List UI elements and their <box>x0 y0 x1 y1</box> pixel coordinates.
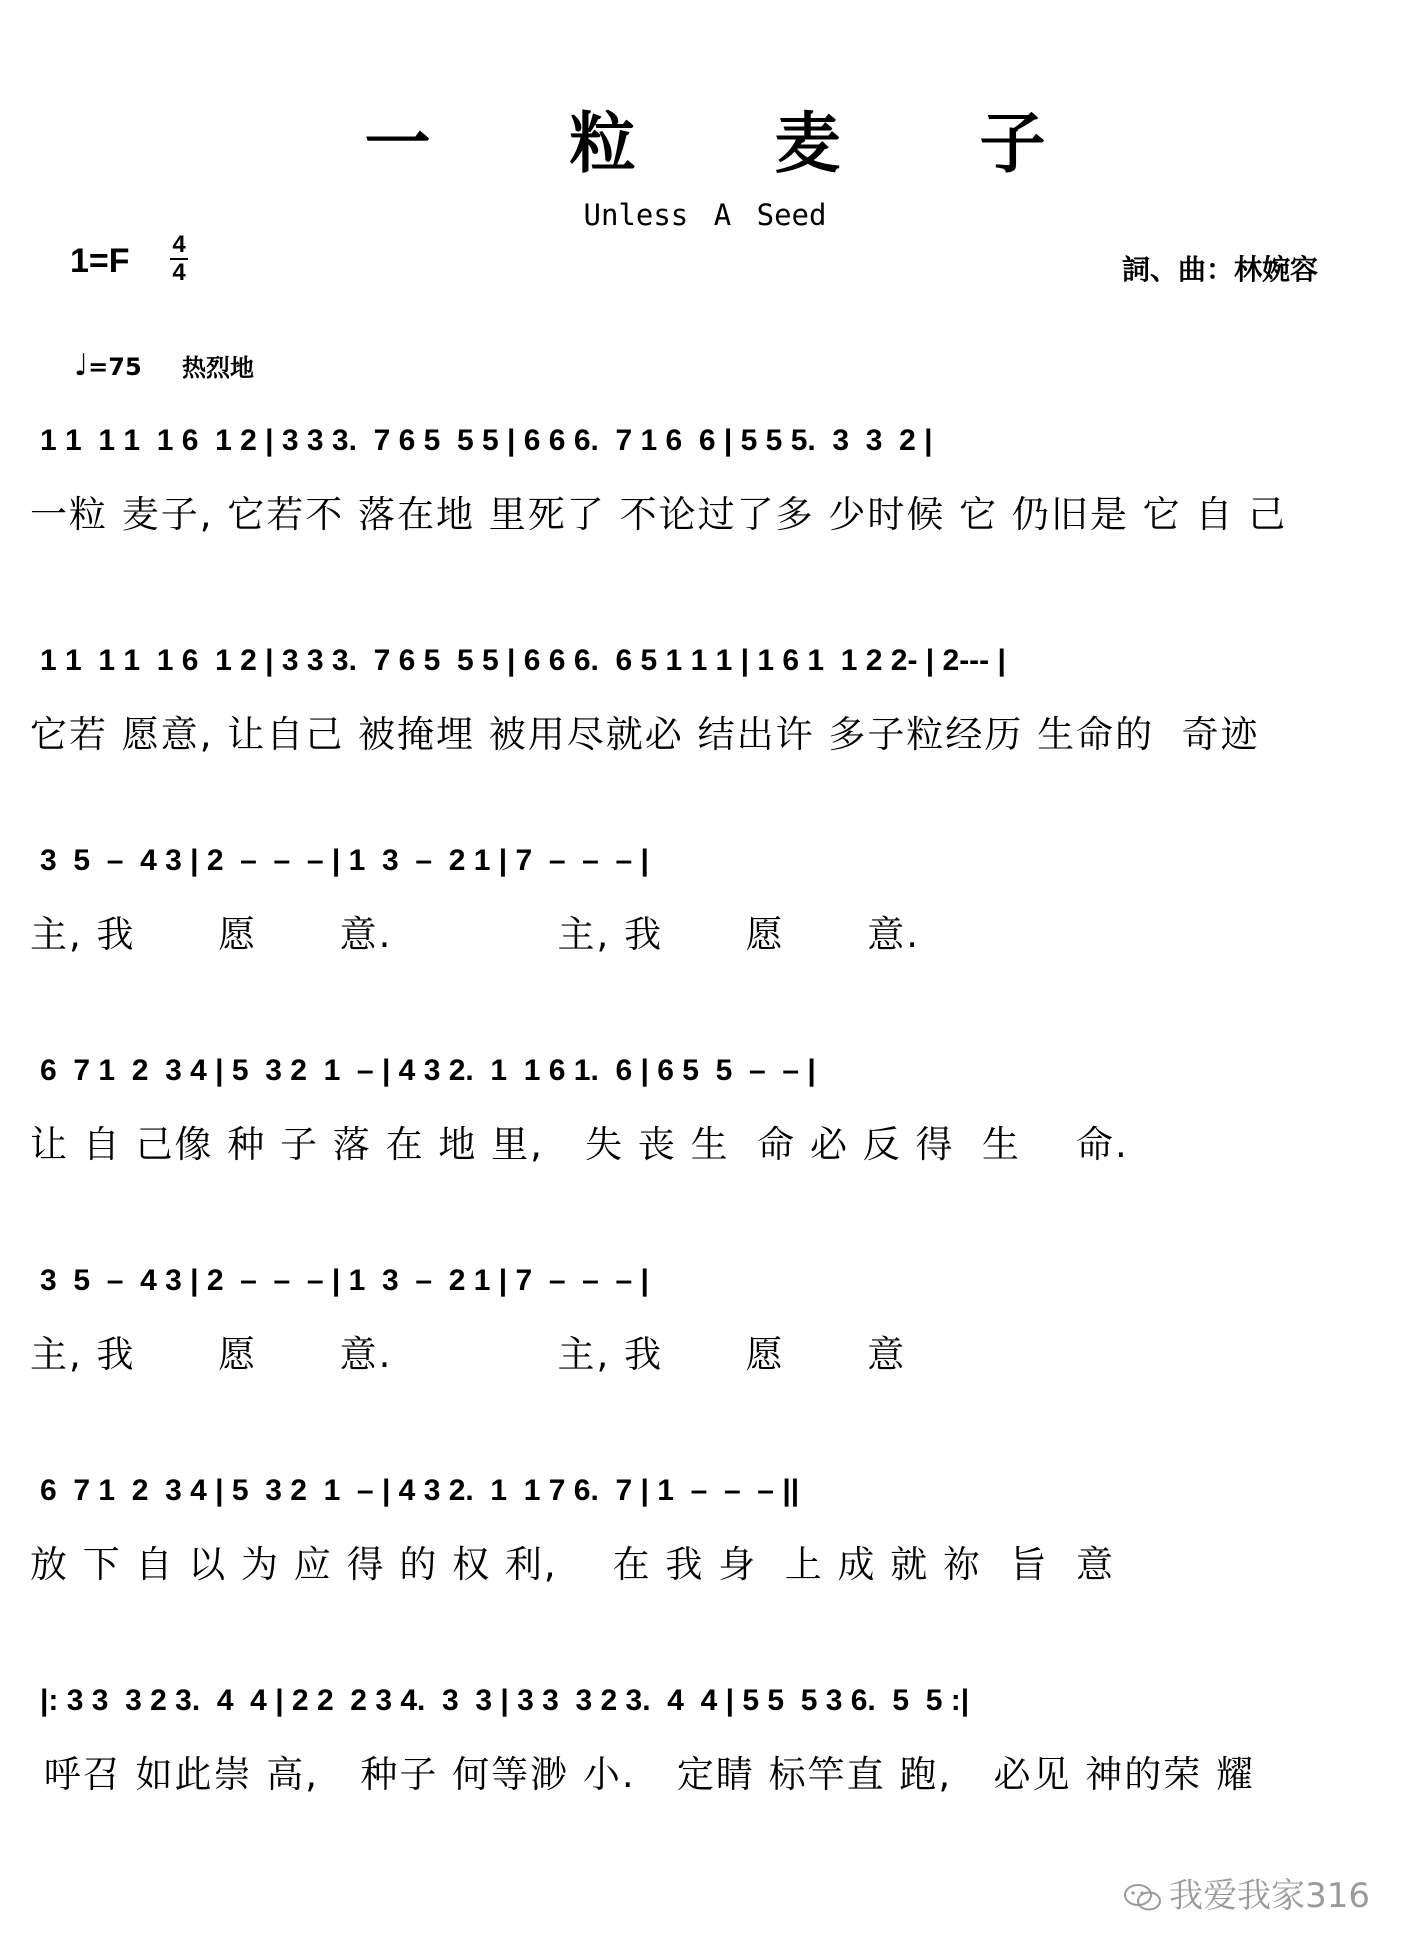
notation-svg <box>0 400 1410 472</box>
composer-credit: 詞、曲：林婉容 <box>1121 253 1318 286</box>
notation-svg <box>0 620 1410 692</box>
song-subtitle: Unless A Seed <box>583 198 827 232</box>
lyrics-line: 让 自 己像 种 子 落 在 地 里, 失 丧 生 命 必 反 得 生 命. <box>30 1123 1129 1166</box>
notation-line <box>0 400 1410 472</box>
notation-text: 6 7 1 2 3 4 | 5 3 2 1 – | 4 3 2. 1 1 7 6. 7 | 1 – – – || <box>40 1474 800 1507</box>
quarter-note-icon: ♩ <box>74 348 89 383</box>
time-signature <box>168 232 190 286</box>
notation-line <box>0 620 1410 692</box>
lyrics-line: 主, 我 愿 意. 主, 我 愿 意. <box>30 913 920 956</box>
wechat-icon <box>1123 1882 1163 1914</box>
notation-text: |: 3 3 3 2 3. 4 4 | 2 2 2 3 4. 3 3 | 3 3 3 2 3. 4 4 | 5 5 5 3 6. 5 5 :| <box>40 1684 970 1717</box>
notation-svg <box>0 820 1410 892</box>
lyrics-line: 呼召 如此崇 高, 种子 何等渺 小. 定睛 标竿直 跑, 必见 神的荣 耀 <box>30 1753 1255 1796</box>
notation-line <box>0 1240 1410 1312</box>
notation-line <box>0 1660 1410 1732</box>
lyrics-line: 主, 我 愿 意. 主, 我 愿 意 <box>30 1333 907 1376</box>
expression-marking: 热烈地 <box>182 354 254 382</box>
notation-text: 1 1 1 1 1 6 1 2 | 3 3 3. 7 6 5 5 5 | 6 6 6. 7 1 6 6 | 5 5 5. 3 3 2 | <box>40 424 933 457</box>
notation-svg <box>0 1240 1410 1312</box>
key-signature: 1=F <box>70 242 130 280</box>
song-title: 一 粒 麦 子 <box>364 105 1104 182</box>
notation-svg <box>0 1030 1410 1102</box>
notation-text: 3 5 – 4 3 | 2 – – – | 1 3 – 2 1 | 7 – – – | <box>40 1264 649 1297</box>
notation-text: 6 7 1 2 3 4 | 5 3 2 1 – | 4 3 2. 1 1 6 1. 6 | 6 5 5 – – | <box>40 1054 816 1087</box>
notation-text: 1 1 1 1 1 6 1 2 | 3 3 3. 7 6 5 5 5 | 6 6 6. 6 5 1 1 1 | 1 6 1 1 2 2- | 2--- | <box>40 644 1006 677</box>
notation-line <box>0 1450 1410 1522</box>
notation-text: 3 5 – 4 3 | 2 – – – | 1 3 – 2 1 | 7 – – – | <box>40 844 649 877</box>
time-signature-top: 4 <box>172 231 186 258</box>
lyrics-line: 放 下 自 以 为 应 得 的 权 利, 在 我 身 上 成 就 祢 旨 意 <box>30 1543 1116 1586</box>
notation-line <box>0 820 1410 892</box>
notation-svg <box>0 1660 1410 1732</box>
notation-svg <box>0 1450 1410 1522</box>
time-signature-bottom: 4 <box>172 259 186 286</box>
lyrics-line: 它若 愿意, 让自己 被掩埋 被用尽就必 结出许 多子粒经历 生命的 奇迹 <box>30 713 1260 756</box>
notation-line <box>0 1030 1410 1102</box>
watermark <box>1123 1868 1370 1917</box>
tempo-value: =75 <box>88 353 142 381</box>
lyrics-line: 一粒 麦子, 它若不 落在地 里死了 不论过了多 少时候 它 仍旧是 它 自 己 <box>30 493 1288 536</box>
tempo-marking <box>74 348 142 383</box>
watermark-text: 我爱我家316 <box>1169 1876 1370 1916</box>
